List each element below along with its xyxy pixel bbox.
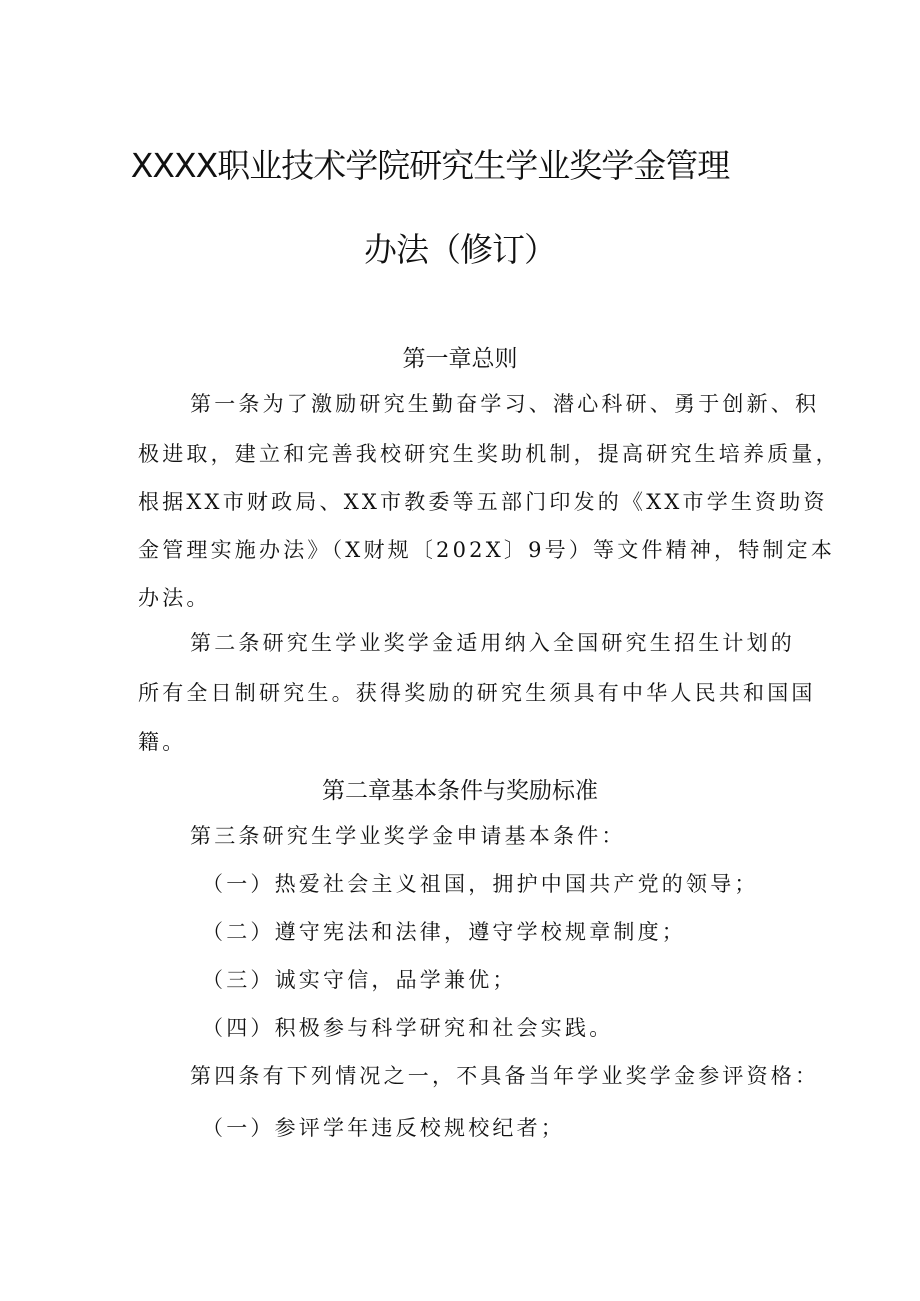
article-4-item-1: （一）参评学年违反校规校纪者； [202,1116,565,1140]
article-3-item-4: （四）积极参与科学研究和社会实践。 [202,1016,614,1040]
article-1-line-3: 根据XX市财政局、XX市教委等五部门印发的《XX市学生资助资 [138,490,828,514]
article-2-line-2: 所有全日制研究生。获得奖励的研究生须具有中华人民共和国国 [138,681,816,705]
article-1-line-5: 办法。 [138,586,211,610]
chapter-1-heading: 第一章总则 [402,346,518,372]
article-2-line-1: 第二条研究生学业奖学金适用纳入全国研究生招生计划的 [190,631,795,655]
article-3-item-2: （二）遵守宪法和法律，遵守学校规章制度； [202,920,686,944]
article-1-line-4: 金管理实施办法》（X财规〔202X〕9号）等文件精神，特制定本 [138,538,836,562]
document-title-line-1: XXXX职业技术学院研究生学业奖学金管理 [130,146,730,185]
article-1-line-1: 第一条为了激励研究生勤奋学习、潜心科研、勇于创新、积 [190,392,820,416]
article-2-line-3: 籍。 [138,730,187,754]
article-3-item-3: （三）诚实守信，品学兼优； [202,968,517,992]
chapter-2-heading: 第二章基本条件与奖励标准 [322,778,598,804]
document-title-line-2: 办法（修订） [364,230,556,269]
article-3-item-1: （一）热爱社会主义祖国，拥护中国共产党的领导； [202,872,759,896]
article-3-intro: 第三条研究生学业奖学金申请基本条件： [190,824,626,848]
article-1-line-2: 极进取，建立和完善我校研究生奖助机制，提高研究生培养质量， [138,442,840,466]
article-4-intro: 第四条有下列情况之一，不具备当年学业奖学金参评资格： [190,1064,820,1088]
